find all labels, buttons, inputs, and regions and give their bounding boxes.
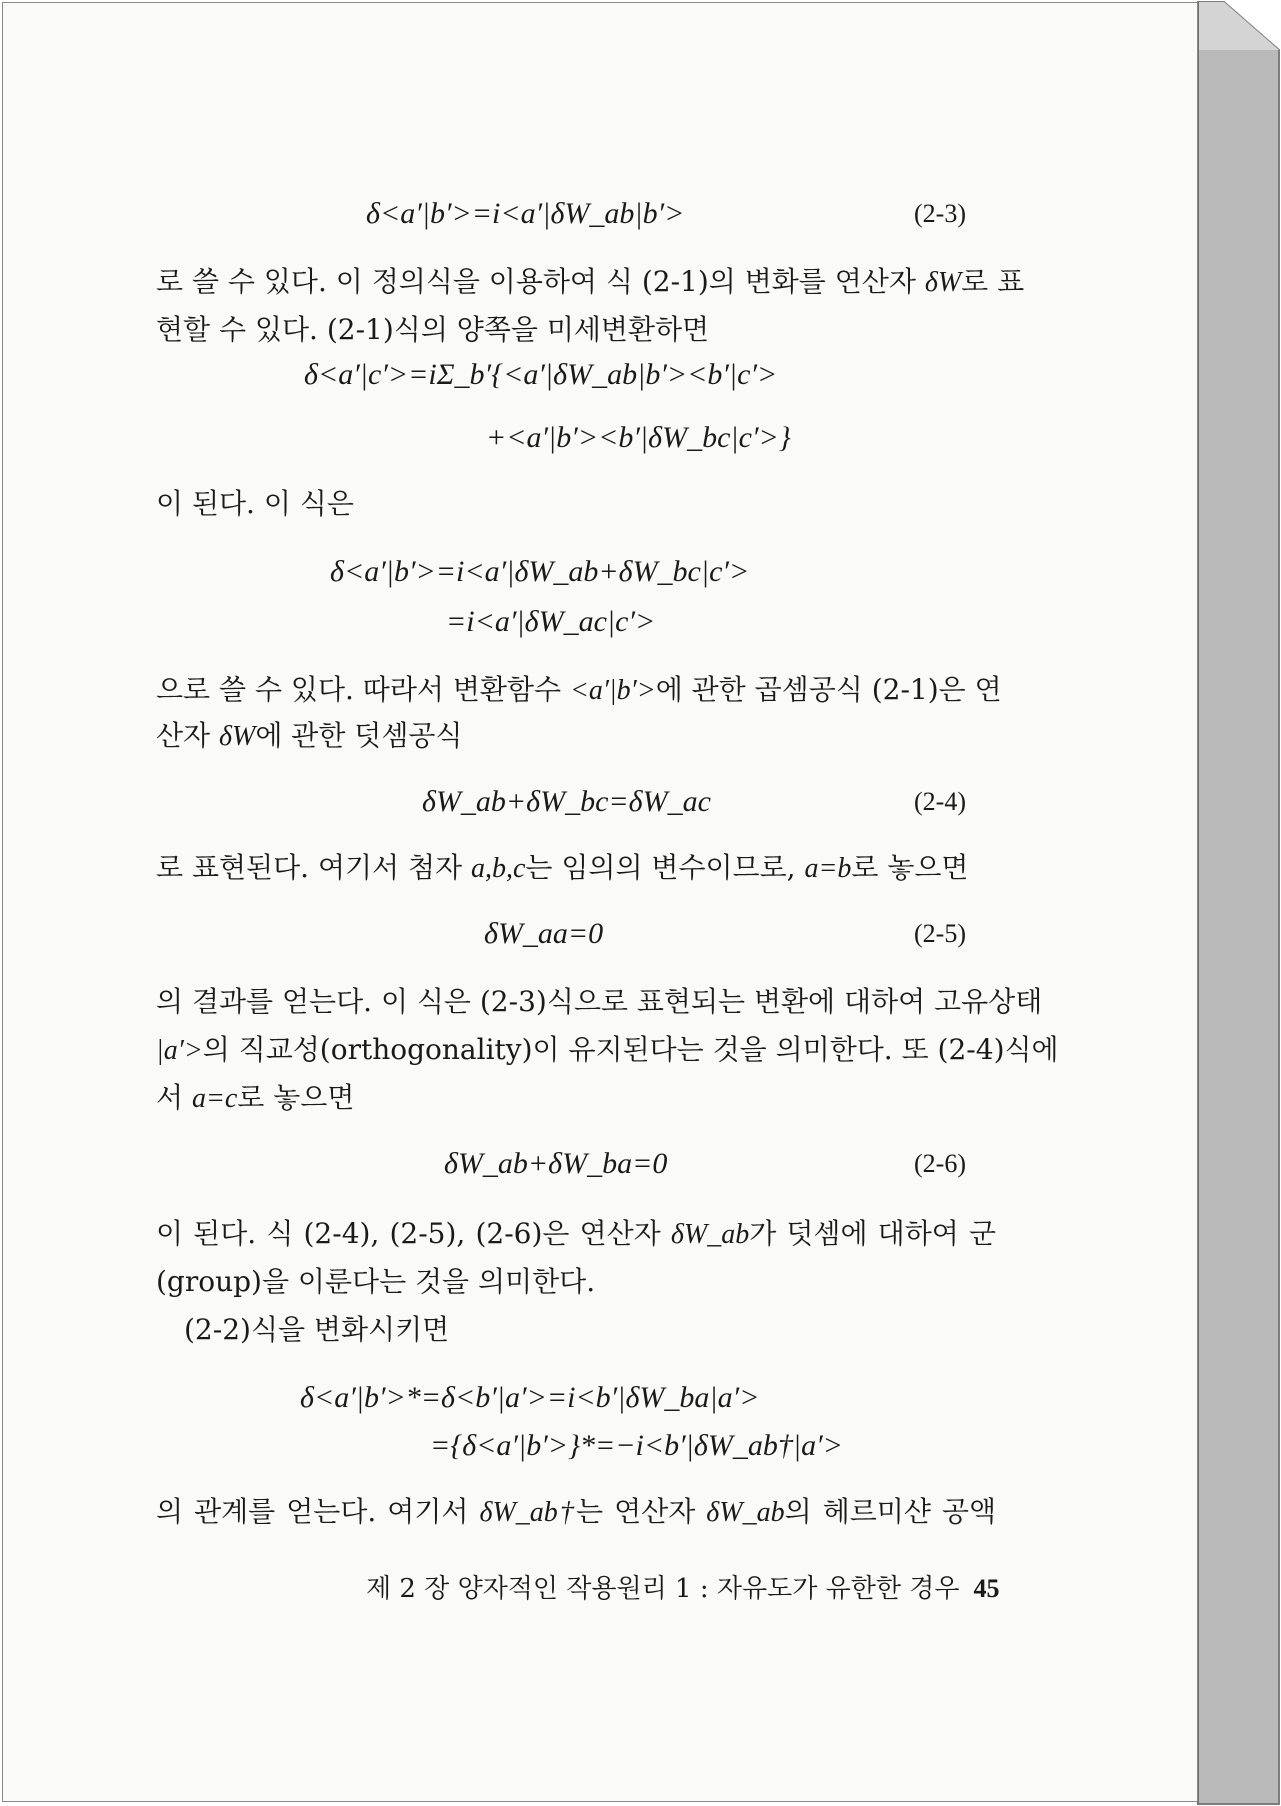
paragraph-line: 의 관계를 얻는다. 여기서 δW_ab†는 연산자 δW_ab의 헤르미샨 공액	[156, 1495, 997, 1528]
paragraph-line: 이 된다. 식 (2-4), (2-5), (2-6)은 연산자 δW_ab가 덧셈에 대하여 군	[156, 1217, 996, 1250]
paragraph-line: 으로 쓸 수 있다. 따라서 변환함수 <a′|b′>에 관한 곱셈공식 (2-1)은 연	[156, 673, 1002, 706]
equation-2-5: δW_aa=0	[484, 917, 604, 950]
paragraph-line: 의 결과를 얻는다. 이 식은 (2-3)식으로 표현되는 변환에 대하여 고유상태	[156, 985, 1043, 1018]
page-number: 45	[973, 1574, 1000, 1603]
paragraph-line: 이 된다. 이 식은	[156, 487, 354, 520]
equation-sum-line-1: δ<a′|c′>=iΣ_b′{<a′|δW_ab|b′><b′|c′>	[304, 358, 778, 391]
equation-number-2-3: (2-3)	[914, 199, 966, 228]
paragraph-line: (2-2)식을 변화시키면	[184, 1313, 450, 1346]
paragraph-line: |a′>의 직교성(orthogonality)이 유지된다는 것을 의미한다. 또 (2-4)식에	[156, 1033, 1059, 1066]
equation-number-2-4: (2-4)	[914, 787, 966, 816]
equation-composition-line-2: =i<a′|δW_ac|c′>	[446, 605, 656, 638]
paragraph-line: 서 a=c로 놓으면	[156, 1081, 355, 1114]
chapter-title: 제 2 장 양자적인 작용원리 1 : 자유도가 유한한 경우	[366, 1574, 960, 1604]
equation-2-6: δW_ab+δW_ba=0	[444, 1147, 668, 1180]
paragraph-line: 로 표현된다. 여기서 첨자 a,b,c는 임의의 변수이므로, a=b로 놓으면	[156, 851, 969, 884]
paragraph-line: 산자 δW에 관한 덧셈공식	[156, 719, 463, 752]
paragraph-line: (group)을 이룬다는 것을 의미한다.	[156, 1265, 596, 1298]
page-footer	[366, 1572, 1000, 1606]
equation-composition-line-1: δ<a′|b′>=i<a′|δW_ab+δW_bc|c′>	[330, 555, 750, 588]
equation-conjugate-line-1: δ<a′|b′>*=δ<b′|a′>=i<b′|δW_ba|a′>	[300, 1381, 760, 1414]
equation-conjugate-line-2: ={δ<a′|b′>}*=−i<b′|δW_ab†|a′>	[430, 1429, 843, 1462]
equation-number-2-6: (2-6)	[914, 1149, 966, 1178]
paragraph-line: 로 쓸 수 있다. 이 정의식을 이용하여 식 (2-1)의 변화를 연산자 δW로 표	[156, 265, 1025, 298]
paragraph-line: 현할 수 있다. (2-1)식의 양쪽을 미세변환하면	[156, 313, 710, 346]
equation-2-4: δW_ab+δW_bc=δW_ac	[422, 785, 711, 818]
equation-2-3: δ<a′|b′>=i<a′|δW_ab|b′>	[366, 197, 685, 230]
equation-sum-line-2: +<a′|b′><b′|δW_bc|c′>}	[486, 421, 791, 454]
equation-number-2-5: (2-5)	[914, 919, 966, 948]
